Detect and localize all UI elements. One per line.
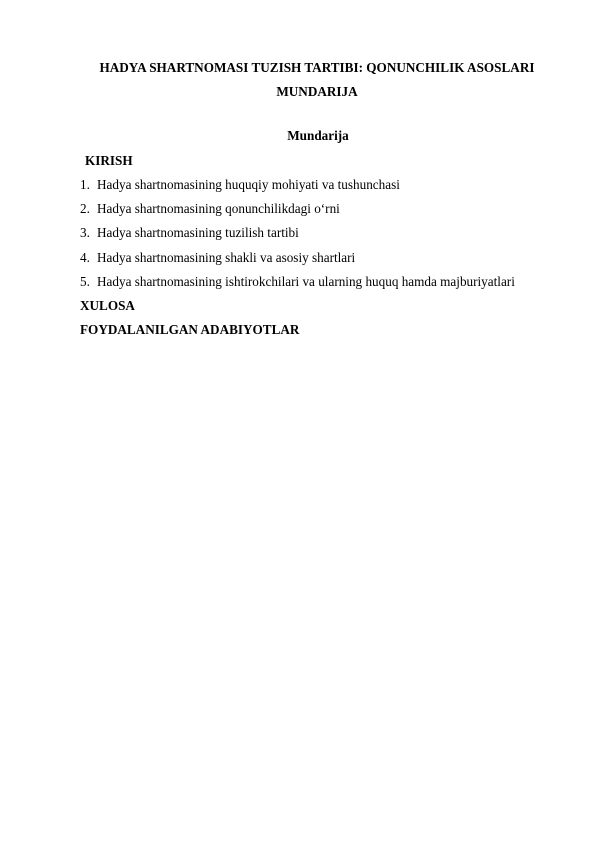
toc-item bbox=[80, 177, 400, 193]
toc-item-number: 3. bbox=[80, 225, 90, 240]
toc-item-number: 2. bbox=[80, 201, 90, 216]
toc-references: FOYDALANILGAN ADABIYOTLAR bbox=[80, 322, 300, 337]
title-line-2: MUNDARIJA bbox=[276, 84, 358, 99]
title-line-1: HADYA SHARTNOMASI TUZISH TARTIBI: QONUNCHILIK ASOSLARI bbox=[99, 60, 535, 75]
toc-item-text: Hadya shartnomasining qonunchilikdagi o‘rni bbox=[97, 201, 340, 216]
toc-intro: KIRISH bbox=[85, 153, 133, 168]
toc-item bbox=[80, 250, 355, 266]
toc-item-text: Hadya shartnomasining shakli va asosiy shartlari bbox=[97, 250, 356, 265]
document-title bbox=[80, 56, 554, 104]
toc-conclusion: XULOSA bbox=[80, 298, 135, 313]
toc-item bbox=[80, 201, 340, 217]
toc-heading: Mundarija bbox=[287, 128, 349, 143]
toc-item bbox=[80, 225, 299, 241]
toc-item-number: 1. bbox=[80, 177, 90, 192]
toc-item-text: Hadya shartnomasining huquqiy mohiyati va tushunchasi bbox=[97, 177, 400, 192]
toc-item-text: Hadya shartnomasining tuzilish tartibi bbox=[97, 225, 299, 240]
toc-item-number: 5. bbox=[80, 274, 90, 289]
toc-item-text: Hadya shartnomasining ishtirokchilari va ularning huquq hamda majburiyatlari bbox=[97, 274, 515, 289]
toc-item bbox=[80, 274, 515, 290]
toc-item-number: 4. bbox=[80, 250, 90, 265]
